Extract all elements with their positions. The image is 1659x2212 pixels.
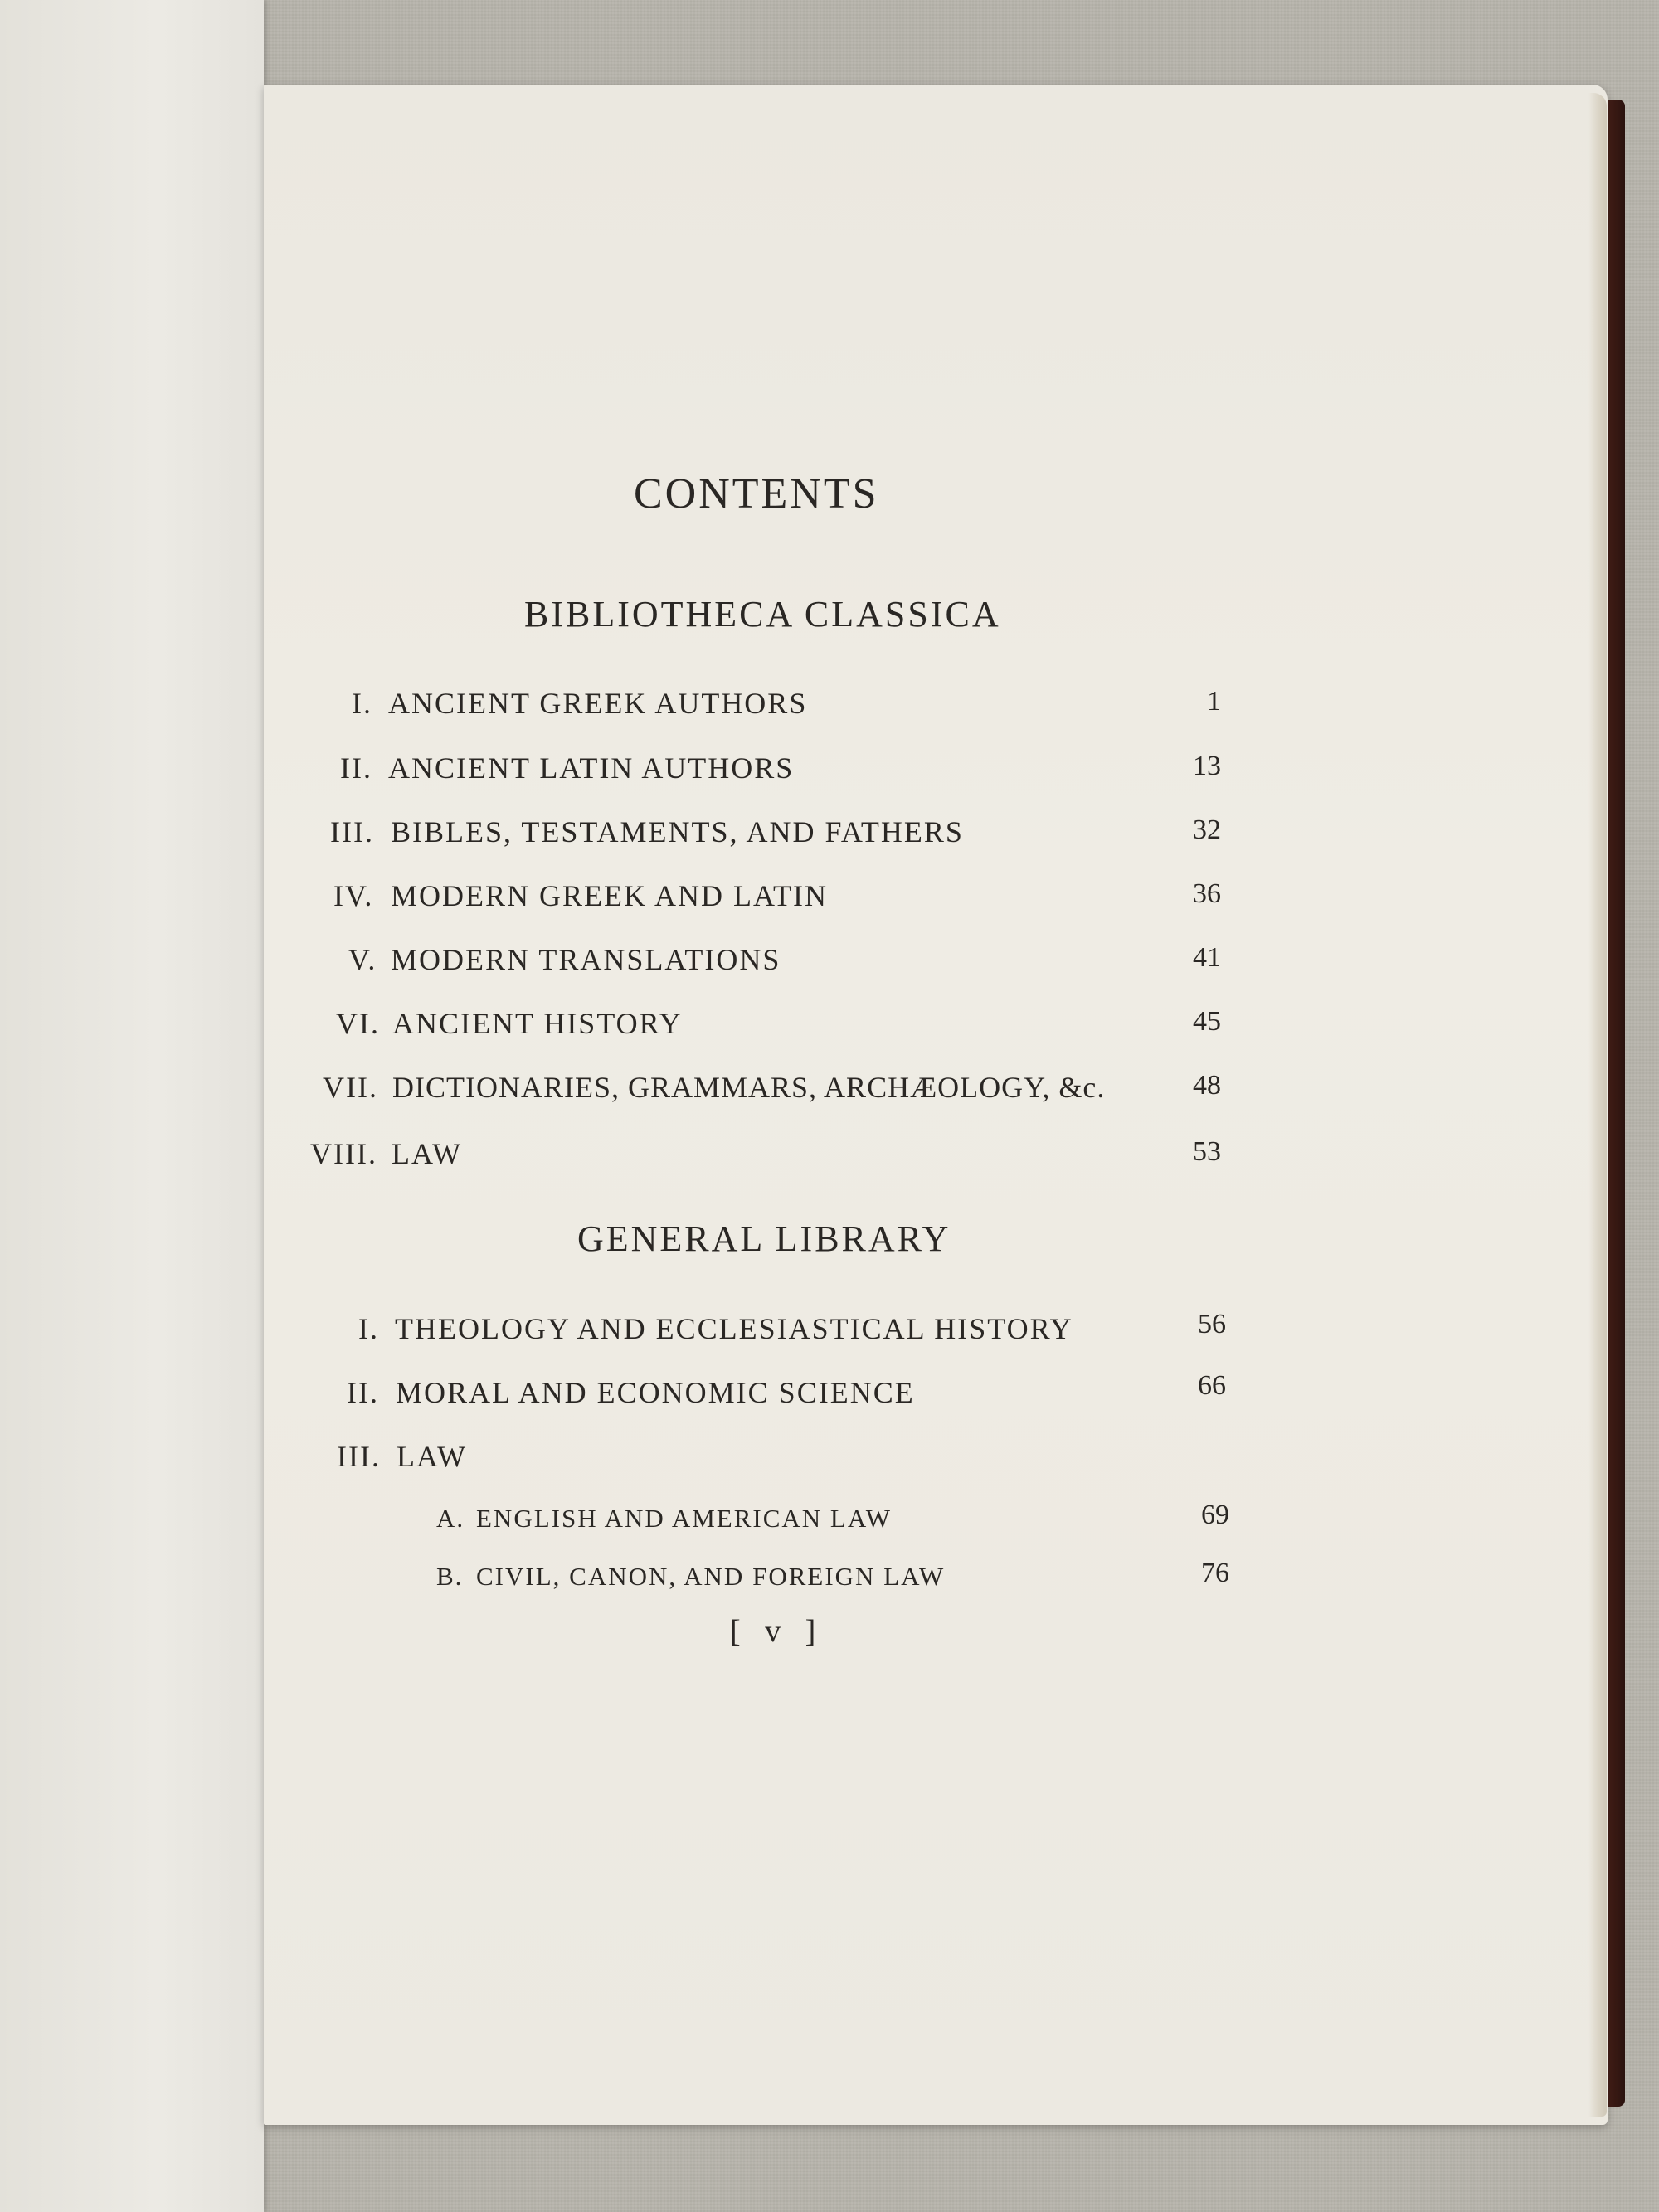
section-title-bibliotheca: BIBLIOTHECA CLASSICA [524,594,1001,634]
contents-page [264,85,1608,2125]
toc-entry-label: ANCIENT LATIN AUTHORS [388,751,795,785]
toc-entry-page: 32 [1193,814,1221,845]
toc-entry-page: 56 [1198,1309,1226,1339]
toc-subentry-label: ENGLISH AND AMERICAN LAW [476,1504,893,1533]
toc-entry-numeral: I. [358,1312,379,1345]
toc-entry-numeral: II. [340,751,372,785]
toc-entry-label: ANCIENT HISTORY [392,1007,683,1040]
toc-entry-label: THEOLOGY AND ECCLESIASTICAL HISTORY [395,1312,1073,1345]
toc-entry-numeral: V. [348,943,377,976]
toc-subentry-page: 76 [1201,1558,1229,1588]
toc-entry-page: 53 [1193,1136,1221,1167]
toc-entry-label: MORAL AND ECONOMIC SCIENCE [396,1376,915,1409]
page-title: CONTENTS [634,470,879,518]
toc-entry-page: 48 [1193,1070,1221,1101]
toc-subentry-label: CIVIL, CANON, AND FOREIGN LAW [476,1562,946,1591]
toc-entry-page: 41 [1193,942,1221,973]
page-deckle-edge [1588,93,1607,2117]
toc-entry-numeral: VIII. [310,1137,377,1170]
section-title-general: GENERAL LIBRARY [577,1218,951,1259]
toc-entry-page: 45 [1193,1006,1221,1037]
toc-entry-label: LAW [392,1137,463,1170]
toc-entry-label: DICTIONARIES, GRAMMARS, ARCHÆOLOGY, &c. [392,1071,1106,1104]
toc-entry-label: ANCIENT GREEK AUTHORS [388,687,808,720]
toc-entry-label: BIBLES, TESTAMENTS, AND FATHERS [391,815,964,848]
toc-entry-label: MODERN GREEK AND LATIN [391,879,828,912]
toc-subentry-page: 69 [1201,1500,1229,1530]
toc-entry-page: 36 [1193,878,1221,909]
toc-subentry-letter: A. [436,1504,465,1533]
toc-entry-page: 66 [1198,1370,1226,1401]
toc-entry-numeral: II. [347,1376,379,1409]
page-folio: [ v ] [730,1614,825,1649]
toc-subentry-letter: B. [436,1562,464,1591]
toc-entry-page: 1 [1207,686,1221,717]
toc-entry-numeral: I. [352,687,372,720]
toc-entry-label: MODERN TRANSLATIONS [391,943,781,976]
toc-entry-numeral: VII. [323,1071,378,1104]
facing-page [0,0,264,2212]
toc-entry-numeral: III. [330,815,374,848]
toc-entry-numeral: III. [337,1440,381,1473]
toc-entry-page: 13 [1193,751,1221,781]
toc-entry-label: LAW [397,1440,468,1473]
toc-entry-numeral: IV. [333,879,374,912]
toc-entry-numeral: VI. [336,1007,380,1040]
